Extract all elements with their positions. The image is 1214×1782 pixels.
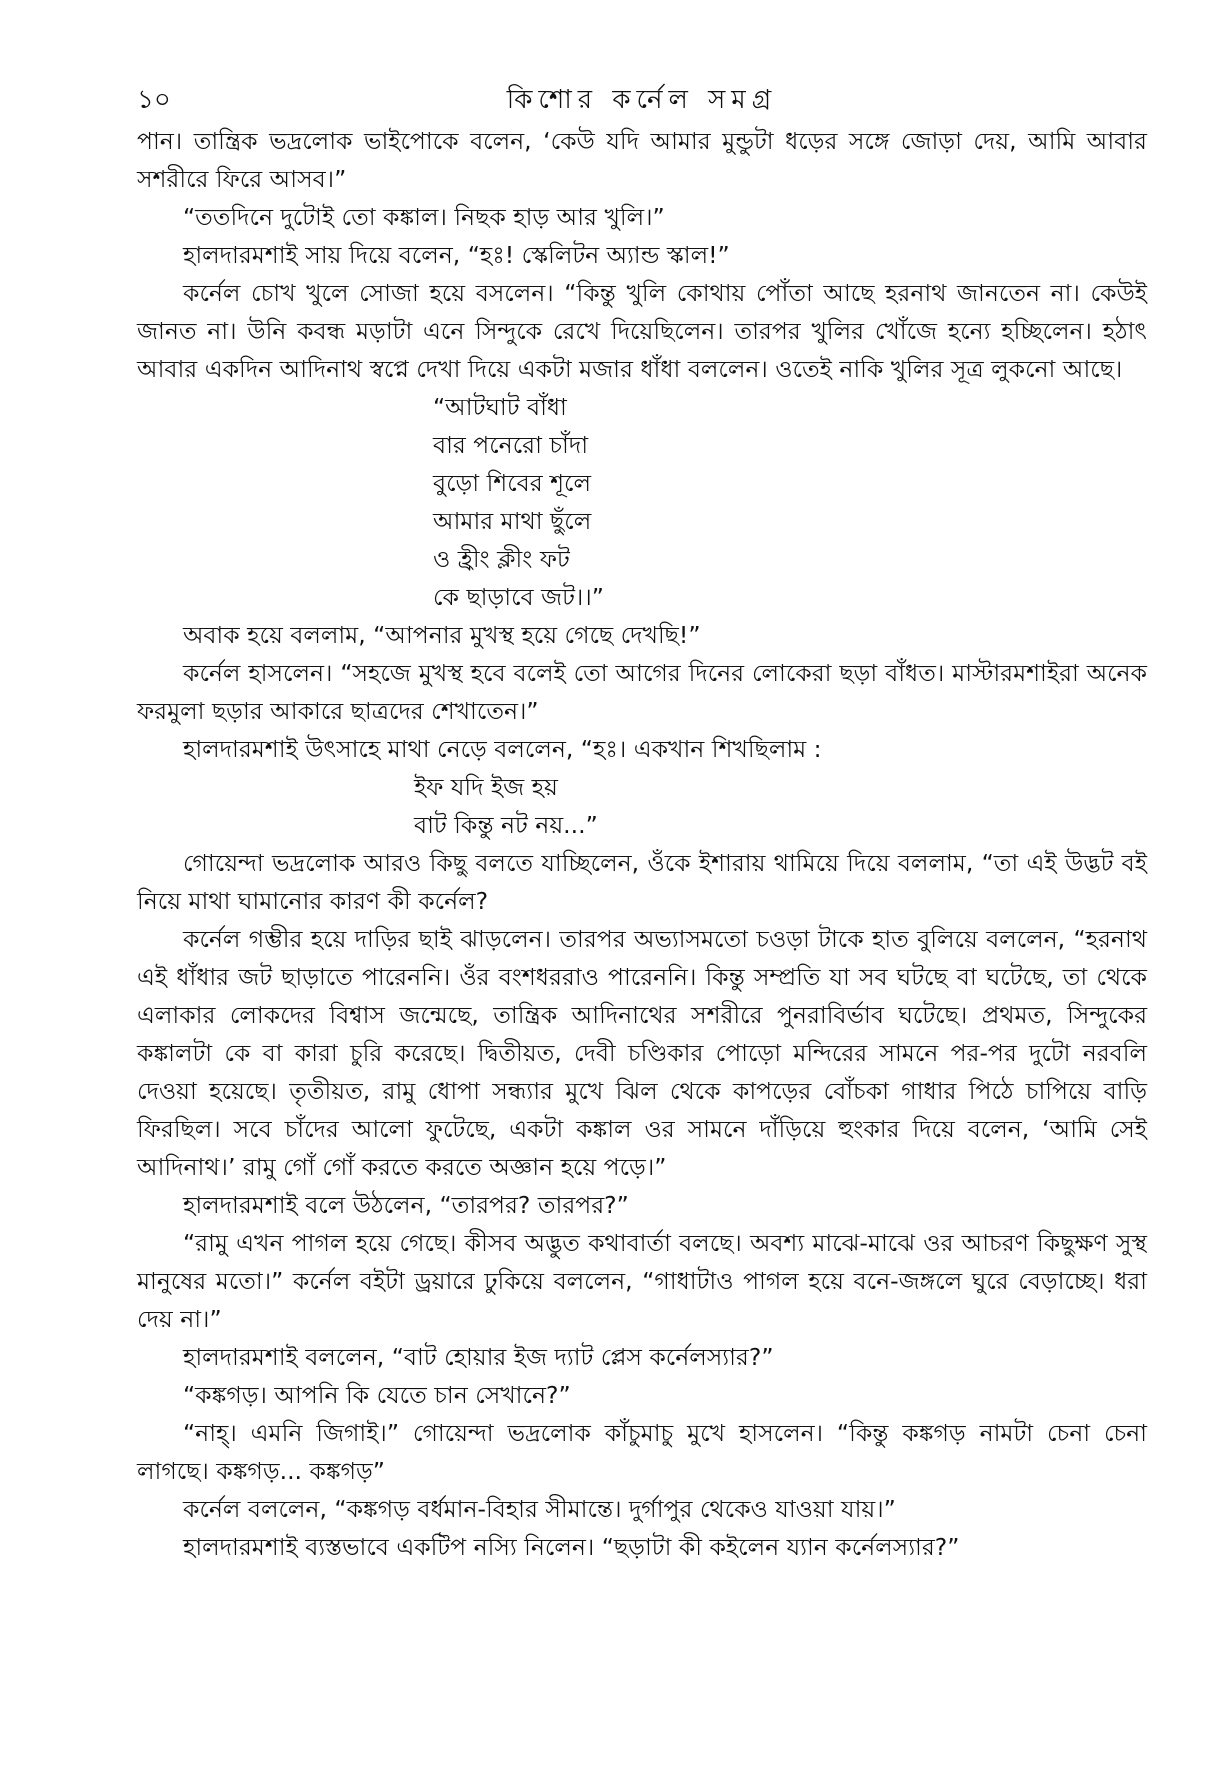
rhyme-verse [137, 768, 1147, 844]
book-title: কিশোর কর্নেল সমগ্র [506, 85, 778, 115]
verse-line: আমার মাথা ছুঁলে [433, 507, 592, 535]
paragraph: হালদারমশাই বললেন, “বাট হোয়ার ইজ দ্যাট প্লেস কর্নেলস্যার?” [183, 1343, 774, 1371]
paragraph: হালদারমশাই বলে উঠলেন, “তারপর? তারপর?” [183, 1191, 629, 1219]
verse-line: বাট কিন্তু নট নয়...” [414, 811, 598, 839]
page-number: ১০ [137, 85, 171, 115]
paragraph: অবাক হয়ে বললাম, “আপনার মুখস্থ হয়ে গেছে দেখছি!” [183, 621, 701, 649]
paragraph: “কঙ্কগড়। আপনি কি যেতে চান সেখানে?” [183, 1381, 571, 1409]
paragraph: “নাহ্। এমনি জিগাই।” গোয়েন্দা ভদ্রলোক কাঁচুমাচু মুখে হাসলেন। “কিন্তু কঙ্কগড় নামটা চেনা চেনা লাগছে। কঙ্কগড়... কঙ্কগড়” [137, 1419, 1147, 1485]
riddle-verse [137, 388, 1147, 616]
paragraph: হালদারমশাই সায় দিয়ে বলেন, “হঃ! স্কেলিটন অ্যান্ড স্কাল!” [183, 241, 730, 269]
verse-line: বুড়ো শিবের শূলে [433, 469, 591, 497]
running-head [137, 80, 1147, 120]
verse-line: বার পনেরো চাঁদা [433, 431, 589, 459]
body-text [137, 122, 1147, 1566]
paragraph: কর্নেল বললেন, “কঙ্কগড় বর্ধমান-বিহার সীমান্তে। দুর্গাপুর থেকেও যাওয়া যায়।” [183, 1495, 896, 1523]
paragraph: “রামু এখন পাগল হয়ে গেছে। কীসব অদ্ভুত কথাবার্তা বলছে। অবশ্য মাঝে-মাঝে ওর আচরণ কিছুক্ষণ সুস্থ মানুষের মতো।” কর্নেল বইটা ড্রয়ারে ঢুকিয়ে বললেন, “গাধাটাও পাগল হয়ে বনে-জঙ্গলে ঘুরে বেড়াচ্ছে। ধরা দেয় না।” [137, 1229, 1147, 1333]
verse-line: ও হ্রীং ক্লীং ফট [433, 545, 570, 573]
paragraph: কর্নেল চোখ খুলে সোজা হয়ে বসলেন। “কিন্তু খুলি কোথায় পোঁতা আছে হরনাথ জানতেন না। কেউই জানত না। উনি কবন্ধ মড়াটা এনে সিন্দুকে রেখে দিয়েছিলেন। তারপর খুলির খোঁজে হন্যে হচ্ছিলেন। হঠাৎ আবার একদিন আদিনাথ স্বপ্নে দেখা দিয়ে একটা মজার ধাঁধা বললেন। ওতেই নাকি খুলির সূত্র লুকনো আছে। [137, 279, 1147, 383]
paragraph: গোয়েন্দা ভদ্রলোক আরও কিছু বলতে যাচ্ছিলেন, ওঁকে ইশারায় থামিয়ে দিয়ে বললাম, “তা এই উদ্ভট বই নিয়ে মাথা ঘামানোর কারণ কী কর্নেল? [137, 849, 1147, 915]
verse-line: কে ছাড়াবে জট।।” [433, 583, 604, 611]
verse-line: “আটঘাট বাঁধা [433, 393, 567, 421]
paragraph: হালদারমশাই ব্যস্তভাবে একটিপ নস্যি নিলেন। “ছড়াটা কী কইলেন য্যান কর্নেলস্যার?” [183, 1533, 960, 1561]
paragraph: কর্নেল গম্ভীর হয়ে দাড়ির ছাই ঝাড়লেন। তারপর অভ্যাসমতো চওড়া টাকে হাত বুলিয়ে বললেন, “হরনাথ এই ধাঁধার জট ছাড়াতে পারেননি। ওঁর বংশধররাও পারেননি। কিন্তু সম্প্রতি যা সব ঘটছে বা ঘটেছে, তা থেকে এলাকার লোকদের বিশ্বাস জন্মেছে, তান্ত্রিক আদিনাথের সশরীরে পুনরাবির্ভাব ঘটেছে। প্রথমত, সিন্দুকের কঙ্কালটা কে বা কারা চুরি করেছে। দ্বিতীয়ত, দেবী চণ্ডিকার পোড়ো মন্দিরের সামনে পর-পর দুটো নরবলি দেওয়া হয়েছে। তৃতীয়ত, রামু ধোপা সন্ধ্যার মুখে ঝিল থেকে কাপড়ের বোঁচকা গাধার পিঠে চাপিয়ে বাড়ি ফিরছিল। সবে চাঁদের আলো ফুটেছে, একটা কঙ্কাল ওর সামনে দাঁড়িয়ে হুংকার দিয়ে বলেন, ‘আমি সেই আদিনাথ।’ রামু গোঁ গোঁ করতে করতে অজ্ঞান হয়ে পড়ে।” [137, 925, 1147, 1181]
paragraph: “ততদিনে দুটোই তো কঙ্কাল। নিছক হাড় আর খুলি।” [183, 203, 665, 231]
paragraph: পান। তান্ত্রিক ভদ্রলোক ভাইপোকে বলেন, ‘কেউ যদি আমার মুন্ডুটা ধড়ের সঙ্গে জোড়া দেয়, আমি আবার সশরীরে ফিরে আসব।” [137, 127, 1147, 193]
paragraph: হালদারমশাই উৎসাহে মাথা নেড়ে বললেন, “হঃ। একখান শিখছিলাম : [183, 735, 822, 763]
paragraph: কর্নেল হাসলেন। “সহজে মুখস্থ হবে বলেই তো আগের দিনের লোকেরা ছড়া বাঁধত। মাস্টারমশাইরা অনেক ফরমুলা ছড়ার আকারে ছাত্রদের শেখাতেন।” [137, 659, 1147, 725]
verse-line: ইফ যদি ইজ হয় [414, 773, 558, 801]
book-page [137, 80, 1147, 1566]
